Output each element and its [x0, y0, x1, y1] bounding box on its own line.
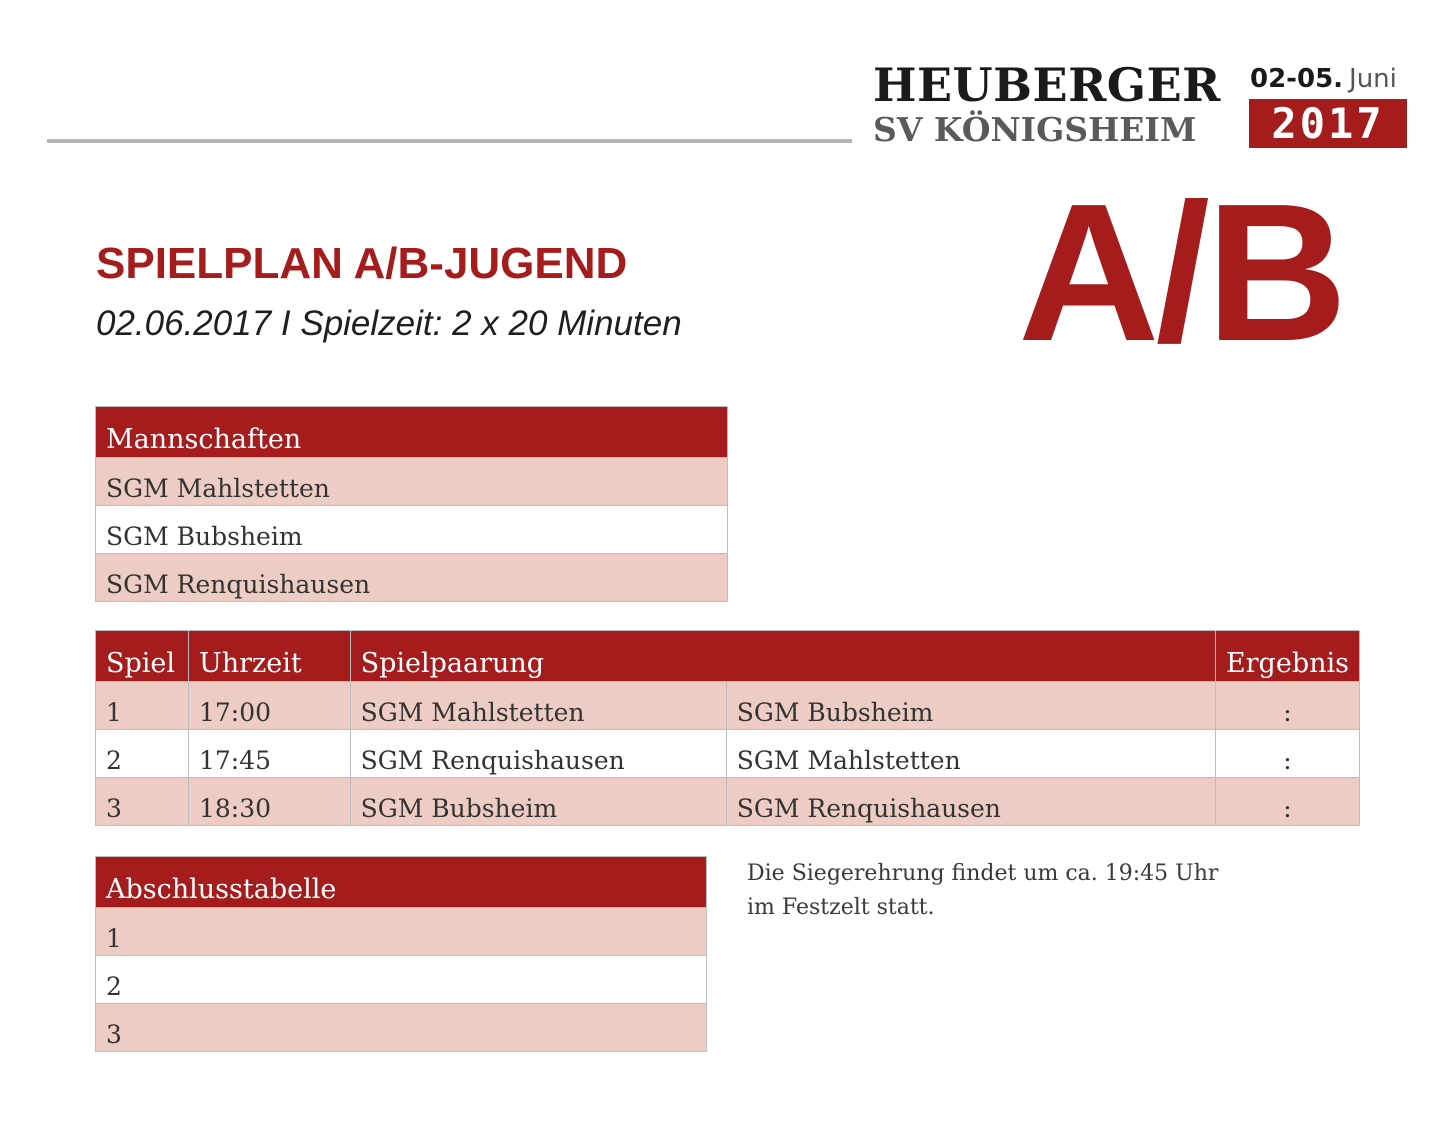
- standings-rank: 3: [96, 1004, 707, 1052]
- event-dates: [1250, 66, 1397, 92]
- table-row: [96, 506, 728, 554]
- age-group-label: A/B: [1018, 163, 1344, 382]
- standings-header: Abschlusstabelle: [96, 857, 707, 908]
- game-result: :: [1215, 730, 1359, 778]
- standings-header-row: [96, 857, 707, 908]
- page-subtitle: 02.06.2017 I Spielzeit: 2 x 20 Minuten: [96, 304, 682, 343]
- table-row: [96, 908, 707, 956]
- team-cell: SGM Bubsheim: [96, 506, 728, 554]
- table-row: [96, 956, 707, 1004]
- col-header-ergebnis: Ergebnis: [1215, 631, 1359, 682]
- game-number: 2: [96, 730, 189, 778]
- award-ceremony-note: [747, 857, 1227, 925]
- team-cell: SGM Mahlstetten: [96, 458, 728, 506]
- game-number: 3: [96, 778, 189, 826]
- standings-rank: 1: [96, 908, 707, 956]
- note-line-1: Die Siegerehrung findet um ca. 19:45 Uhr: [747, 861, 1219, 886]
- table-row: [96, 682, 1360, 730]
- teams-table: [95, 406, 728, 602]
- game-result: :: [1215, 682, 1359, 730]
- year-label: 2017: [1271, 99, 1385, 148]
- brand-title: HEUBERGER: [873, 58, 1221, 112]
- header-rule: [47, 139, 852, 143]
- standings-rank: 2: [96, 956, 707, 1004]
- final-standings-table: [95, 856, 707, 1052]
- note-line-2: im Festzelt statt.: [747, 895, 935, 920]
- away-team: SGM Bubsheim: [726, 682, 1215, 730]
- game-time: 17:00: [188, 682, 350, 730]
- away-team: SGM Mahlstetten: [726, 730, 1215, 778]
- game-result: :: [1215, 778, 1359, 826]
- game-number: 1: [96, 682, 189, 730]
- home-team: SGM Bubsheim: [350, 778, 726, 826]
- teams-header-row: [96, 407, 728, 458]
- team-cell: SGM Renquishausen: [96, 554, 728, 602]
- year-badge: [1249, 99, 1407, 148]
- page-title: SPIELPLAN A/B-JUGEND: [96, 239, 628, 288]
- col-header-uhrzeit: Uhrzeit: [188, 631, 350, 682]
- home-team: SGM Mahlstetten: [350, 682, 726, 730]
- brand-club: SV KÖNIGSHEIM: [873, 110, 1197, 149]
- away-team: SGM Renquishausen: [726, 778, 1215, 826]
- teams-header: Mannschaften: [96, 407, 728, 458]
- table-row: [96, 458, 728, 506]
- col-header-spiel: Spiel: [96, 631, 189, 682]
- game-time: 18:30: [188, 778, 350, 826]
- schedule-header-row: [96, 631, 1360, 682]
- date-month: Juni: [1349, 64, 1397, 94]
- date-range: 02-05.: [1250, 64, 1344, 94]
- table-row: [96, 730, 1360, 778]
- table-row: [96, 1004, 707, 1052]
- game-time: 17:45: [188, 730, 350, 778]
- home-team: SGM Renquishausen: [350, 730, 726, 778]
- col-header-spielpaarung: Spielpaarung: [350, 631, 1215, 682]
- table-row: [96, 554, 728, 602]
- schedule-table: [95, 630, 1360, 826]
- table-row: [96, 778, 1360, 826]
